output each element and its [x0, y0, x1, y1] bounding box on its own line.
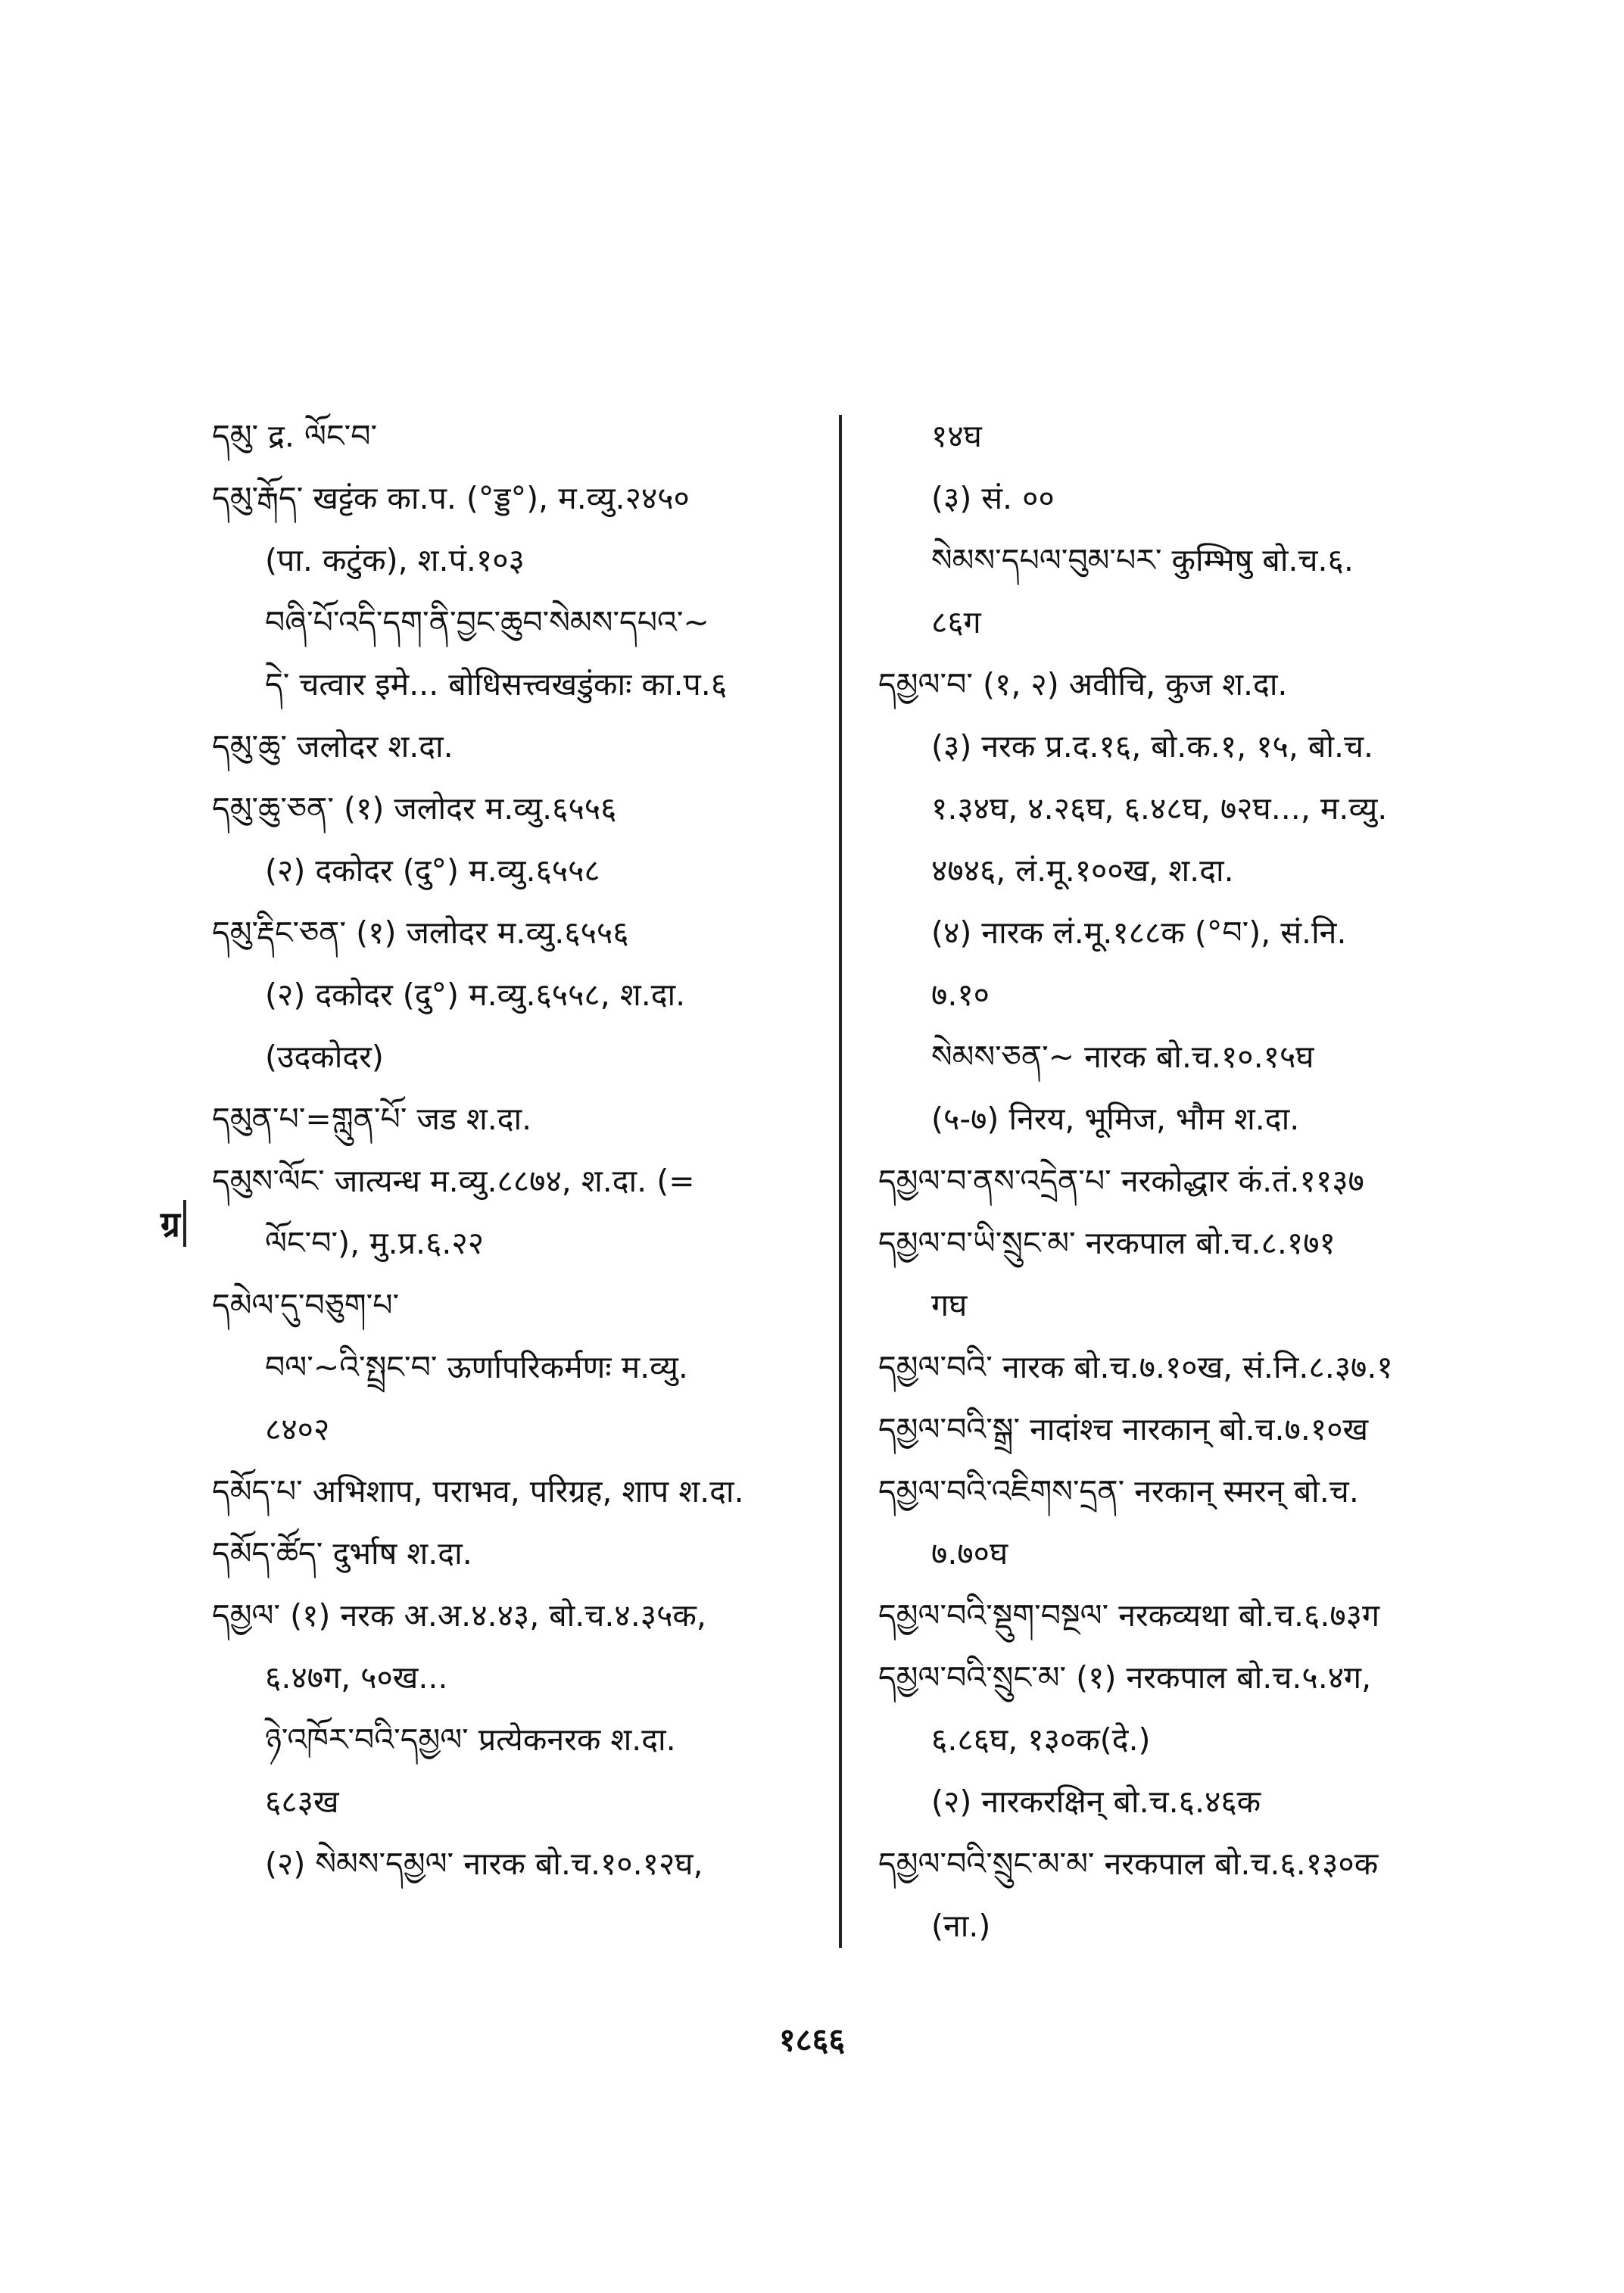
- dictionary-entry-line: (४) नारक लं.मू.१८८क (°བ་), सं.नि.: [931, 914, 1347, 951]
- dictionary-entry-line: (३) नरक प्र.द.१६, बो.क.१, १५, बो.च.: [931, 728, 1374, 765]
- dictionary-entry-line: དམུ་ཆུ་ जलोदर श.दा.: [212, 728, 454, 765]
- dictionary-entry-line: (ना.): [931, 1908, 991, 1944]
- dictionary-entry-line: गघ: [931, 1287, 968, 1323]
- dictionary-entry-line: ལོང་བ་), मु.प्र.६.२२: [265, 1225, 485, 1261]
- dictionary-entry-line: སེམས་ཅན་~ नारक बो.च.१०.१५घ: [931, 1039, 1314, 1075]
- dictionary-entry-line: དམོད་པ་ अभिशाप, पराभव, परिग्रह, शाप श.दा.: [212, 1473, 744, 1509]
- dictionary-entry-line: ८४०२: [265, 1411, 330, 1447]
- dictionary-entry-line: ८६ग: [931, 604, 981, 640]
- dictionary-entry-line: (२) སེམས་དམྱལ་ नारक बो.च.१०.१२घ,: [265, 1846, 703, 1882]
- dictionary-entry-line: དམུ་ द्र. ལོང་བ་: [212, 418, 378, 454]
- dictionary-entry-line: དམྱལ་བའི་སྲུང་མ་ (१) नरकपाल बो.च.५.४ग,: [878, 1659, 1372, 1696]
- page-number: १८६६: [778, 2021, 846, 2058]
- dictionary-entry-line: དམྱལ་བ་ཡི་སྲུང་མ་ नरकपाल बो.च.८.१७१: [878, 1225, 1336, 1261]
- dictionary-entry-line: དམུས་ལོང་ जात्यन्ध म.व्यु.८८७४, श.दा. (=: [212, 1163, 695, 1199]
- dictionary-entry-line: དམོད་ཚོད་ दुर्भाष श.दा.: [212, 1535, 472, 1572]
- dictionary-entry-line: ཉེ་འཁོར་བའི་དམྱལ་ प्रत्येकनरक श.दा.: [265, 1721, 676, 1758]
- dictionary-entry-line: དམྱལ་བ་ (१, २) अवीचि, कुज श.दा.: [878, 666, 1288, 703]
- dictionary-entry-line: བཞི་པོ་འདི་དག་ནི་བྱང་ཆུབ་སེམས་དཔའ་~: [265, 604, 709, 640]
- dictionary-entry-line: (२) दकोदर (दु°) म.व्यु.६५५८: [265, 852, 600, 889]
- dictionary-entry-line: (५-७) निरय, भूमिज, भौम श.दा.: [931, 1101, 1300, 1137]
- left-column: [212, 405, 825, 1895]
- dictionary-entry-line: १.३४घ, ४.२६घ, ६.४८घ, ७२घ..., म.व्यु.: [931, 790, 1388, 827]
- column-divider: [839, 415, 842, 1948]
- dictionary-entry-line: ६.८६घ, १३०क(दे.): [931, 1721, 1151, 1758]
- dictionary-entry-line: དམེལ་དུ་བཅུག་པ་: [212, 1287, 400, 1323]
- dictionary-entry-line: ६८३ख: [265, 1784, 339, 1820]
- dictionary-entry-line: དམུན་པ་=གླུན་པོ་ जड श.दा.: [212, 1101, 532, 1137]
- dictionary-entry-line: དམྱལ་བའི་སྒྲ་ नादांश्च नारकान् बो.च.७.१०ख: [878, 1411, 1369, 1447]
- dictionary-entry-line: དམུ་ཆུ་ཅན་ (१) जलोदर म.व्यु.६५५६: [212, 790, 617, 827]
- dictionary-entry-line: དམྱལ་བའི་འཇིགས་དྲན་ नरकान् स्मरन् बो.च.: [878, 1473, 1359, 1509]
- right-column: [878, 405, 1476, 1957]
- dictionary-entry-line: བལ་~འི་སྤྲང་བ་ ऊर्णापरिकर्मणः म.व्यु.: [265, 1349, 688, 1385]
- dictionary-entry-line: (३) सं. ००: [931, 480, 1055, 516]
- dictionary-entry-line: (२) दकोदर (दु°) म.व्यु.६५५८, श.दा.: [265, 977, 686, 1013]
- dictionary-entry-line: १४घ: [931, 418, 982, 454]
- dictionary-entry-line: ४७४६, लं.मू.१००ख, श.दा.: [931, 852, 1234, 889]
- dictionary-entry-line: (पा. कटुंक), श.पं.१०३: [265, 542, 525, 578]
- dictionary-entry-line: དམྱལ་བའི་ नारक बो.च.७.१०ख, सं.नि.८.३७.१: [878, 1349, 1393, 1385]
- section-tab: ग्र: [161, 1200, 186, 1247]
- dictionary-entry-line: ६.४७ग, ५०ख...: [265, 1659, 448, 1696]
- dictionary-entry-line: དེ་ चत्वार इमे... बोधिसत्त्वखडुंकाः का.प.६: [265, 666, 728, 703]
- dictionary-entry-line: དམུ་རྡིང་ཅན་ (१) जलोदर म.व्यु.६५५६: [212, 914, 629, 951]
- dictionary-entry-line: (२) नारकरक्षिन् बो.च.६.४६क: [931, 1784, 1261, 1820]
- dictionary-entry-line: དམྱལ་ (१) नरक अ.अ.४.४३, बो.च.४.३५क,: [212, 1597, 706, 1634]
- dictionary-entry-line: དམུ་རྒོད་ खट्टंक का.प. (°ड्ड°), म.व्यु.२४५०: [212, 480, 690, 516]
- dictionary-entry-line: དམྱལ་བའི་སྲུང་མ་མ་ नरकपाल बो.च.६.१३०क: [878, 1846, 1379, 1882]
- dictionary-entry-line: ७.१०: [931, 977, 990, 1013]
- dictionary-entry-line: (उदकोदर): [265, 1039, 384, 1075]
- dictionary-entry-line: དམྱལ་བའི་སྡུག་བསྔལ་ नरकव्यथा बो.च.६.७३ग: [878, 1597, 1380, 1634]
- dictionary-entry-line: ७.७०घ: [931, 1535, 1008, 1572]
- dictionary-entry-line: དམྱལ་བ་ནས་འདྲེན་པ་ नरकोद्धार कं.तं.११३७: [878, 1163, 1364, 1199]
- dictionary-entry-line: སེམས་དཔལ་བུམ་པར་ कुम्भिषु बो.च.६.: [931, 542, 1354, 578]
